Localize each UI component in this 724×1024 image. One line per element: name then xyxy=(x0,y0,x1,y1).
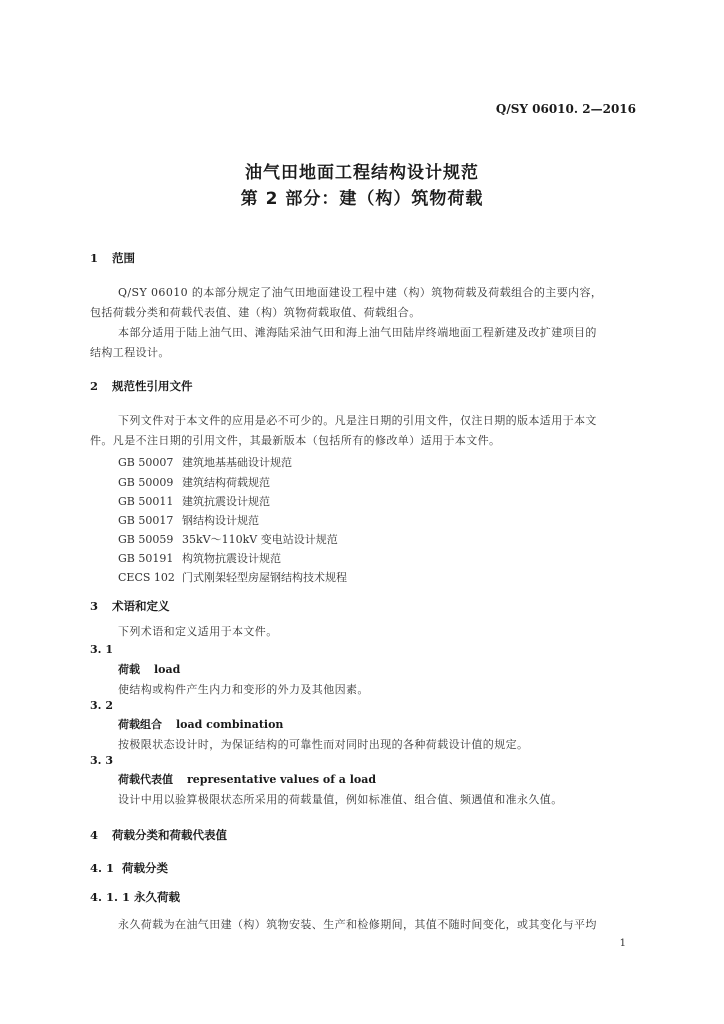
section-title: 术语和定义 xyxy=(112,599,170,613)
section-number: 4 xyxy=(90,828,99,842)
reference-name: 35kV～110kV 变电站设计规范 xyxy=(182,533,338,546)
term-en: load combination xyxy=(176,718,284,731)
reference-code: CECS 102 xyxy=(118,571,175,584)
term-en: load xyxy=(154,663,181,676)
term-number: 3. 1 xyxy=(90,643,113,656)
reference-code: GB 50009 xyxy=(118,476,174,489)
section-title: 范围 xyxy=(112,251,135,265)
reference-item xyxy=(118,474,270,490)
reference-code: GB 50017 xyxy=(118,514,174,527)
reference-name: 钢结构设计规范 xyxy=(182,514,259,527)
paragraph-line: Q/SY 06010 的本部分规定了油气田地面建设工程中建（构）筑物荷载及荷载组合的主要内容， xyxy=(118,286,603,299)
subsection-heading xyxy=(90,860,168,876)
document-subtitle: 第 2 部分：建（构）筑物荷载 xyxy=(240,189,484,209)
reference-item xyxy=(118,454,292,470)
section-number: 2 xyxy=(90,379,99,393)
standard-number: Q/SY 06010. 2—2016 xyxy=(495,102,636,116)
reference-name: 建筑地基基础设计规范 xyxy=(182,456,292,469)
document-title: 油气田地面工程结构设计规范 xyxy=(245,163,479,183)
paragraph-line: 结构工程设计。 xyxy=(90,346,170,359)
term-number: 3. 2 xyxy=(90,699,113,712)
term-definition: 按极限状态设计时，为保证结构的可靠性而对同时出现的各种荷载设计值的规定。 xyxy=(118,738,529,751)
term-zh: 荷载组合 xyxy=(118,718,162,731)
term-definition: 使结构或构件产生内力和变形的外力及其他因素。 xyxy=(118,683,369,696)
paragraph-line: 下列文件对于本文件的应用是必不可少的。凡是注日期的引用文件，仅注日期的版本适用于本文 xyxy=(118,414,597,427)
term-title xyxy=(118,716,283,732)
page-number: 1 xyxy=(619,938,626,949)
subsection-title: 永久荷载 xyxy=(134,890,180,904)
term-title xyxy=(118,771,376,787)
section-heading-terms xyxy=(90,598,170,614)
reference-code: GB 50011 xyxy=(118,495,174,508)
section-number: 3 xyxy=(90,599,99,613)
section-heading-load-classification xyxy=(90,827,227,843)
subsection-heading xyxy=(90,889,180,905)
paragraph-line: 下列术语和定义适用于本文件。 xyxy=(118,625,278,638)
section-number: 1 xyxy=(90,251,99,265)
section-title: 荷载分类和荷载代表值 xyxy=(112,828,227,842)
paragraph-line: 永久荷载为在油气田建（构）筑物安装、生产和检修期间，其值不随时间变化，或其变化与平均 xyxy=(118,918,597,931)
reference-name: 建筑抗震设计规范 xyxy=(182,495,270,508)
reference-name: 构筑物抗震设计规范 xyxy=(182,552,281,565)
section-title: 规范性引用文件 xyxy=(112,379,193,393)
paragraph-line: 件。凡是不注日期的引用文件，其最新版本（包括所有的修改单）适用于本文件。 xyxy=(90,434,501,447)
term-title xyxy=(118,661,180,677)
subsection-title: 荷载分类 xyxy=(122,861,168,875)
subsection-number: 4. 1. 1 xyxy=(90,890,131,904)
term-en: representative values of a load xyxy=(187,773,377,786)
reference-item xyxy=(118,569,347,585)
reference-code: GB 50007 xyxy=(118,456,174,469)
reference-item xyxy=(118,493,270,509)
reference-item xyxy=(118,512,259,528)
paragraph-line: 包括荷载分类和荷载代表值、建（构）筑物荷载取值、荷载组合。 xyxy=(90,306,421,319)
reference-code: GB 50191 xyxy=(118,552,174,565)
section-heading-scope xyxy=(90,250,135,266)
section-heading-normative-references xyxy=(90,378,193,394)
term-number: 3. 3 xyxy=(90,754,113,767)
reference-item xyxy=(118,550,281,566)
paragraph-line: 本部分适用于陆上油气田、滩海陆采油气田和海上油气田陆岸终端地面工程新建及改扩建项目的 xyxy=(118,326,597,339)
reference-name: 建筑结构荷载规范 xyxy=(182,476,270,489)
term-definition: 设计中用以验算极限状态所采用的荷载量值，例如标准值、组合值、频遇值和准永久值。 xyxy=(118,793,563,806)
reference-name: 门式刚架轻型房屋钢结构技术规程 xyxy=(182,571,347,584)
subsection-number: 4. 1 xyxy=(90,861,115,875)
term-zh: 荷载 xyxy=(118,663,140,676)
reference-code: GB 50059 xyxy=(118,533,174,546)
reference-item xyxy=(118,531,338,547)
term-zh: 荷载代表值 xyxy=(118,773,173,786)
